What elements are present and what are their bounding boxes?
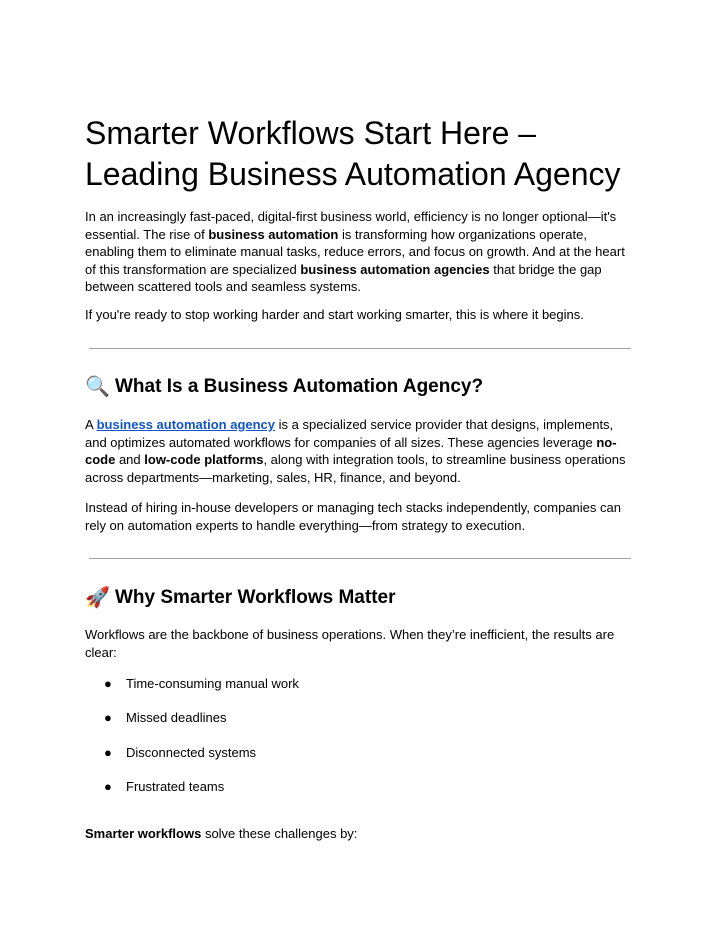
section1-text-2: and bbox=[115, 452, 145, 467]
list-item bbox=[85, 709, 299, 743]
list-item bbox=[85, 675, 299, 709]
divider-2 bbox=[89, 558, 631, 559]
bullet-icon: ● bbox=[104, 710, 112, 726]
problems-list bbox=[85, 675, 299, 812]
intro-text-3: that bridge the gap between scattered tools and seamless systems. bbox=[85, 261, 602, 294]
magnifying-glass-icon: 🔍 bbox=[85, 376, 110, 398]
bullet-icon: ● bbox=[104, 744, 112, 760]
section1-bold-no-code: no-code bbox=[85, 434, 617, 467]
closing-text: solve these challenges by: bbox=[201, 826, 358, 841]
list-item-text: Disconnected systems bbox=[126, 744, 257, 760]
section1-paragraph-2: Instead of hiring in-house developers or managing tech stacks independently, companies can rely on automation experts to handle everything—from strategy to execution. bbox=[85, 500, 621, 533]
section-heading-why-text: Why Smarter Workflows Matter bbox=[115, 587, 396, 608]
intro-bold-agencies: business automation agencies bbox=[300, 261, 490, 277]
intro-text-2: is transforming how organizations operate, enabling them to eliminate manual tasks, reduce errors, and focus on growth. And at the heart of this transformation are specialized bbox=[85, 226, 625, 277]
list-item-text: Time-consuming manual work bbox=[126, 676, 299, 691]
closing-bold-smarter-workflows: Smarter workflows bbox=[85, 826, 202, 841]
intro-paragraph-2: If you're ready to stop working harder and start working smarter, this is where it begins. bbox=[85, 307, 584, 322]
section1-text-3: , along with integration tools, to streamline business operations across departments—marketing, sales, HR, finance, and beyond. bbox=[85, 452, 626, 485]
section-heading-what-is bbox=[85, 375, 483, 399]
section1-text-prefix: A bbox=[85, 417, 97, 432]
list-item-text: Missed deadlines bbox=[126, 710, 227, 726]
intro-text-1: In an increasingly fast-paced, digital-first business world, efficiency is no longer optional—it's essential. The rise of bbox=[85, 209, 617, 242]
business-automation-agency-link[interactable]: business automation agency bbox=[96, 417, 276, 432]
section-heading-why bbox=[85, 586, 395, 610]
bullet-icon: ● bbox=[104, 676, 112, 691]
section2-paragraph-1: Workflows are the backbone of business operations. When they’re inefficient, the results are clear: bbox=[85, 627, 615, 660]
intro-bold-business-automation: business automation bbox=[208, 226, 339, 242]
section-heading-what-is-text: What Is a Business Automation Agency? bbox=[115, 376, 484, 397]
section1-paragraph-1 bbox=[85, 416, 633, 486]
list-item bbox=[85, 778, 299, 812]
list-item-text: Frustrated teams bbox=[126, 778, 225, 794]
divider-1 bbox=[89, 348, 631, 349]
section1-text-1: is a specialized service provider that designs, implements, and optimizes automated workflows for companies of all sizes. These agencies leverage bbox=[85, 417, 614, 450]
page-title: Smarter Workflows Start Here – Leading Business Automation Agency bbox=[85, 115, 621, 192]
bullet-icon: ● bbox=[104, 778, 112, 794]
section1-bold-low-code: low-code platforms bbox=[144, 452, 264, 467]
rocket-icon: 🚀 bbox=[85, 587, 110, 609]
section2-closing bbox=[85, 825, 633, 843]
intro-paragraph-1 bbox=[85, 208, 633, 296]
list-item bbox=[85, 744, 299, 778]
